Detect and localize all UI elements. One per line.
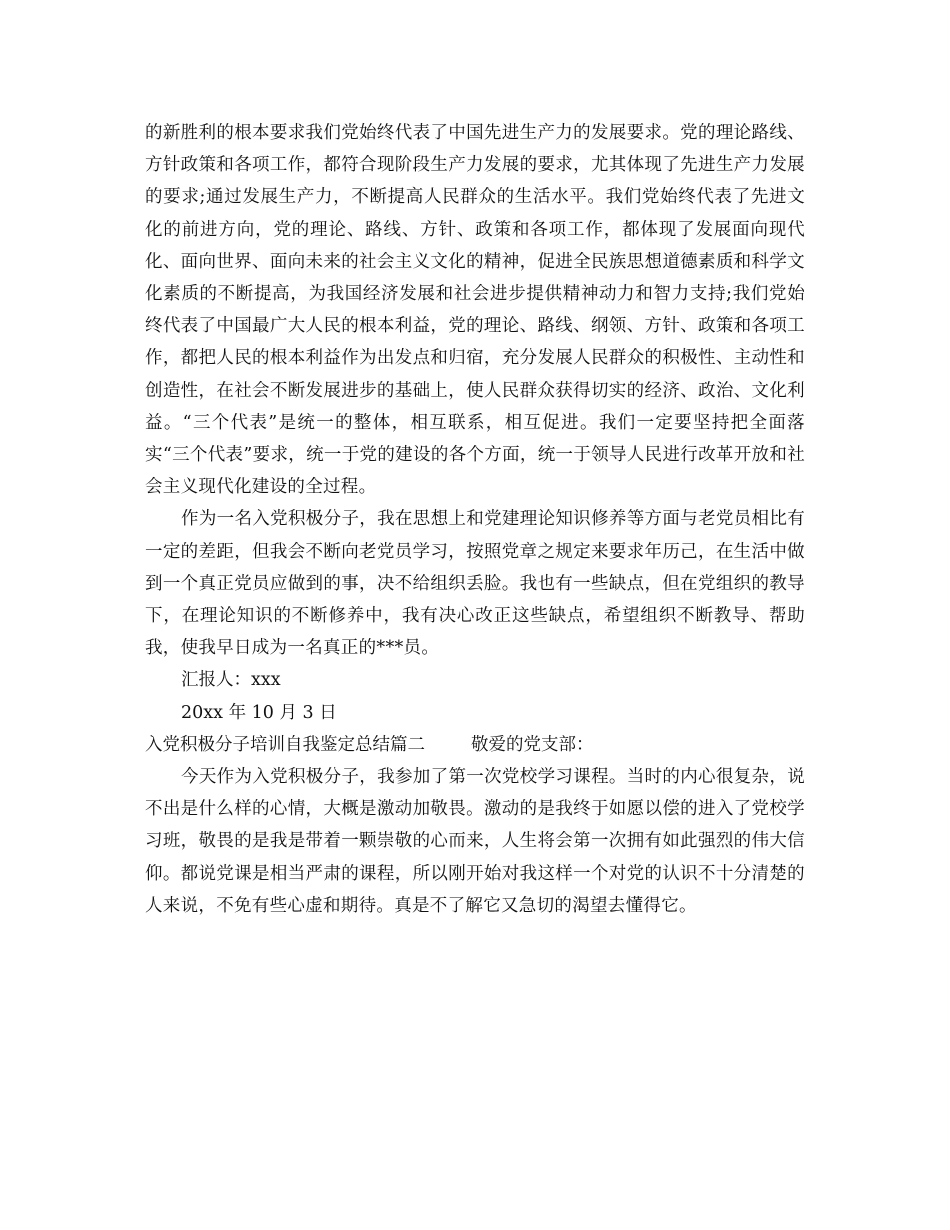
body-paragraph-2: 作为一名入党积极分子，我在思想上和党建理论知识修养等方面与老党员相比有一定的差距，但我会不断向老党员学习，按照党章之规定来要求年历己，在生活中做到一个真正党员应做到的事，决不给组织丢脸。我也有一些缺点，但在党组织的教导下，在理论知识的不断修养中，我有决心改正这些缺点，希望组织不断教导、帮助我，使我早日成为一名真正的***员。 (145, 509, 805, 659)
section-heading-line (145, 729, 805, 761)
body-paragraph-1: 的新胜利的根本要求我们党始终代表了中国先进生产力的发展要求。党的理论路线、方针政策和各项工作，都符合现阶段生产力发展的要求，尤其体现了先进生产力发展的要求;通过发展生产力，不断提高人民群众的生活水平。我们党始终代表了先进文化的前进方向，党的理论、路线、方针、政策和各项工作，都体现了发展面向现代化、面向世界、面向未来的社会主义文化的精神，促进全民族思想道德素质和科学文化素质的不断提高，为我国经济发展和社会进步提供精神动力和智力支持;我们党始终代表了中国最广大人民的根本利益，党的理论、路线、纲领、方针、政策和各项工作，都把人民的根本利益作为出发点和归宿，充分发展人民群众的积极性、主动性和创造性，在社会不断发展进步的基础上，使人民群众获得切实的经济、政治、文化利益。“三个代表”是统一的整体，相互联系，相互促进。我们一定要坚持把全面落实“三个代表”要求，统一于党的建设的各个方面，统一于领导人民进行改革开放和社会主义现代化建设的全过程。 (145, 123, 805, 498)
reporter-line: 汇报人：xxx (181, 670, 281, 691)
body-paragraph-3: 今天作为入党积极分子，我参加了第一次党校学习课程。当时的内心很复杂，说不出是什么样的心情，大概是激动加敬畏。激动的是我终于如愿以偿的进入了党校学习班，敬畏的是我是带着一颗崇敬的心而来，人生将会第一次拥有如此强烈的伟大信仰。都说党课是相当严肃的课程，所以刚开始对我这样一个对党的认识不十分清楚的人来说，不免有些心虚和期待。真是不了解它又急切的渴望去懂得它。 (145, 767, 805, 916)
document-page (145, 117, 805, 922)
date-line: 20xx 年 10 月 3 日 (181, 702, 337, 723)
section-heading: 入党积极分子培训自我鉴定总结篇二 (145, 734, 425, 755)
salutation: 敬爱的党支部： (471, 734, 594, 755)
